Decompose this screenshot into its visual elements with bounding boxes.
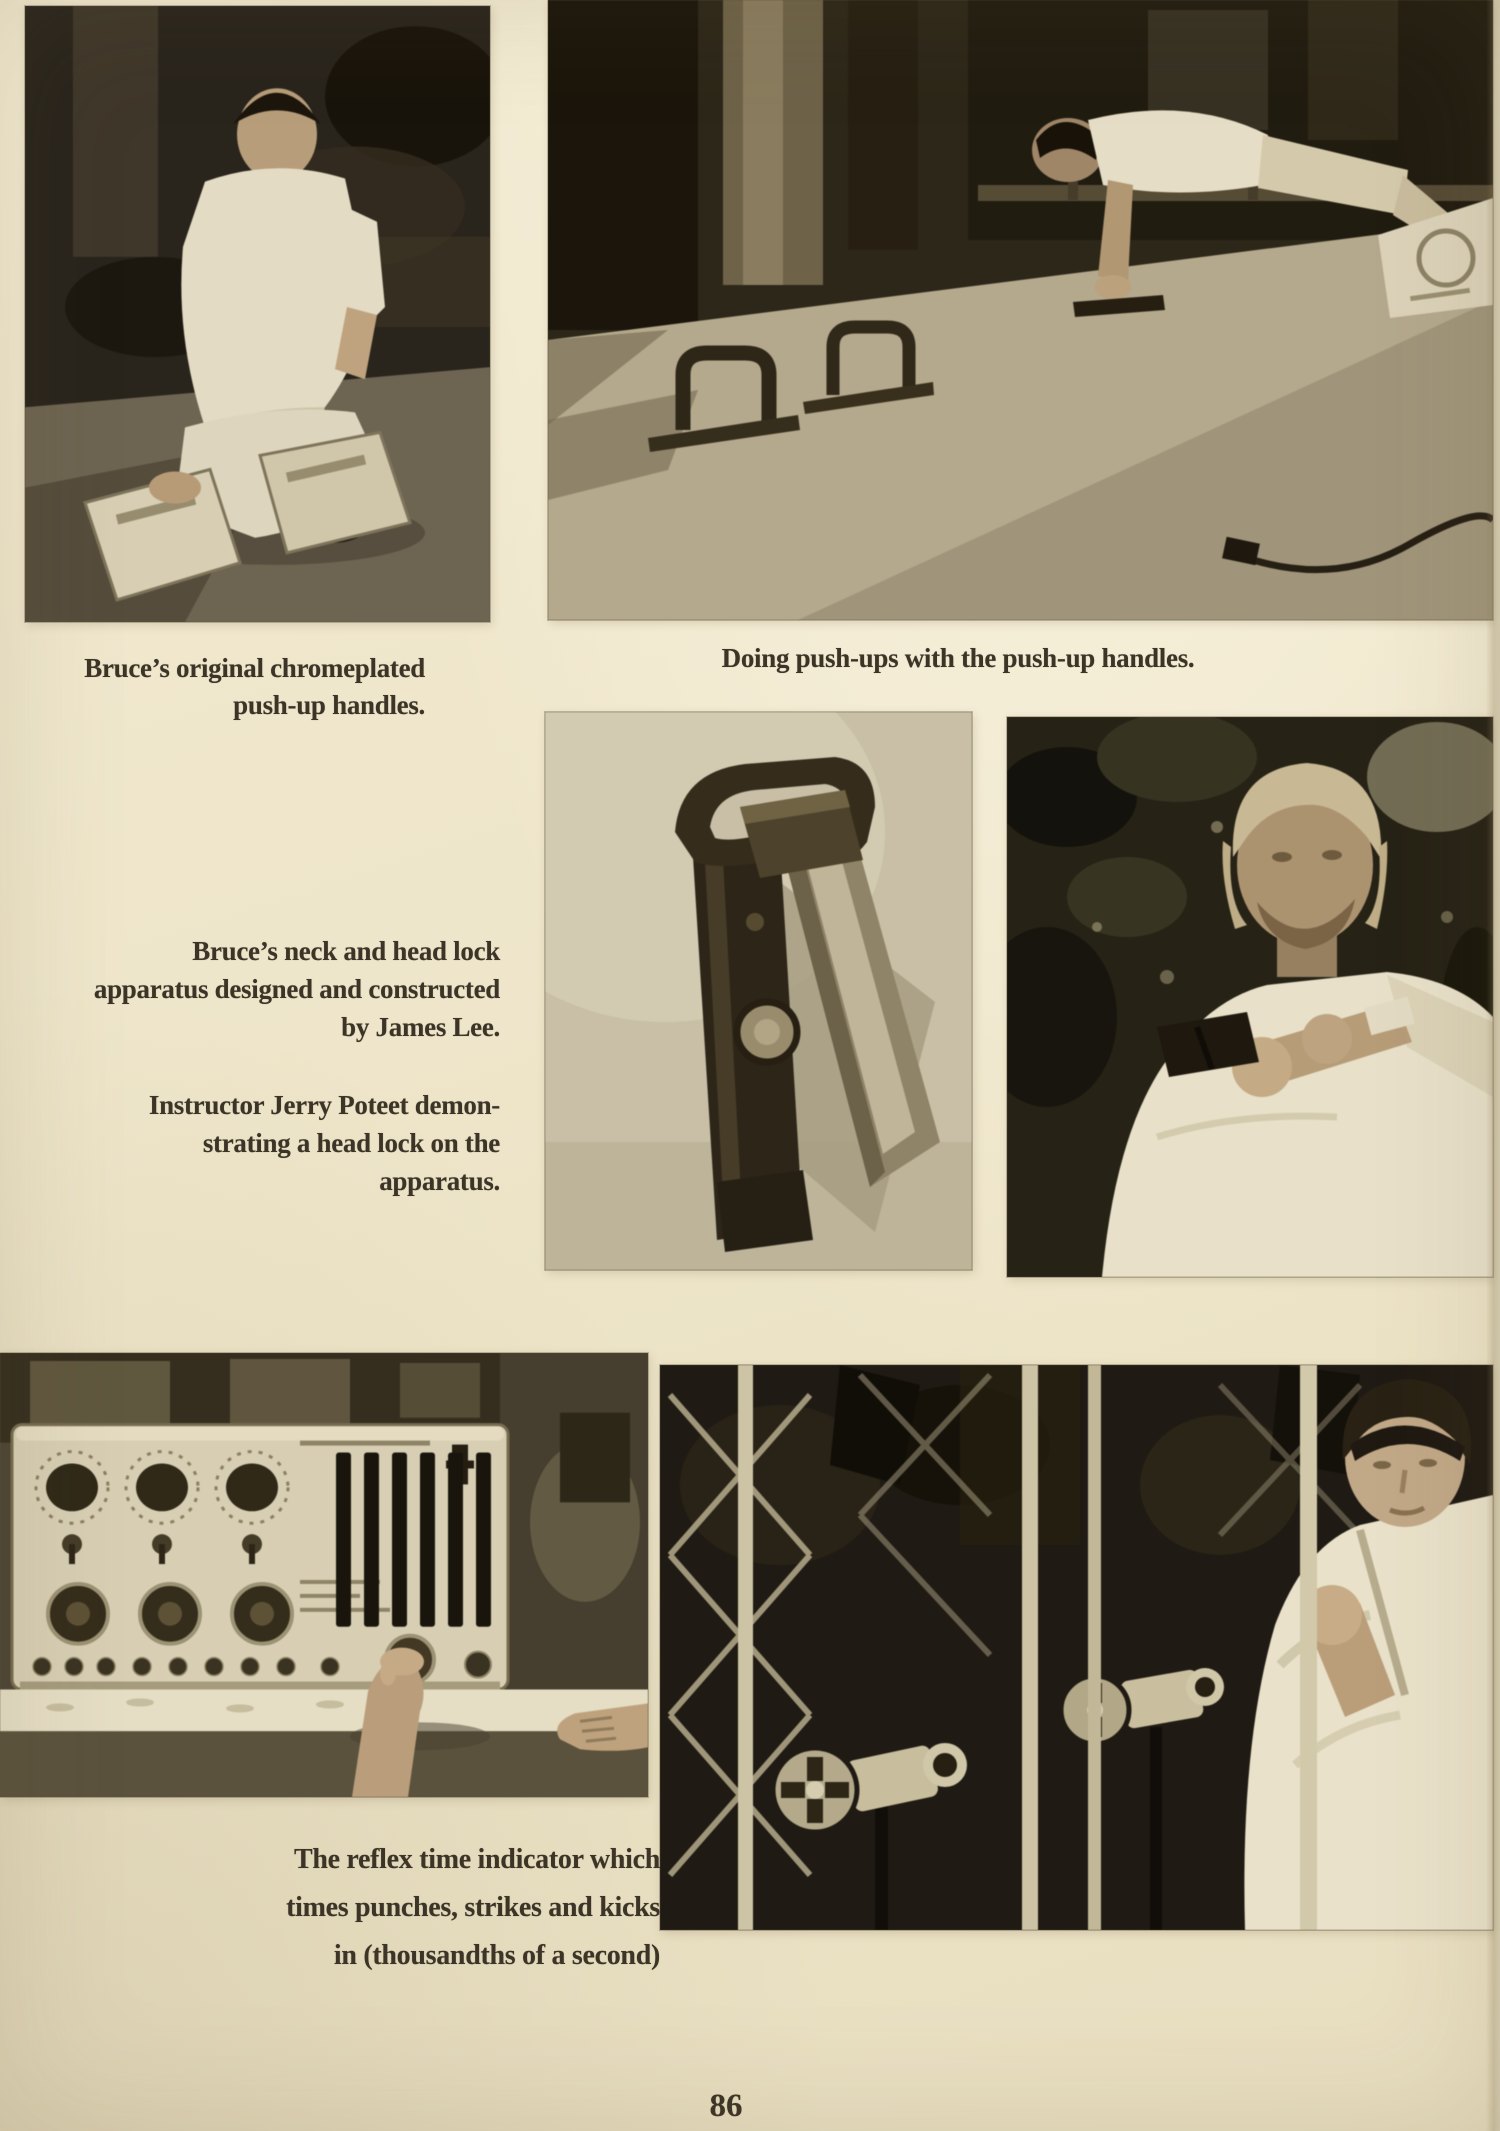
caption-pushup-handles <box>55 650 425 724</box>
caption-head-lock-demo <box>60 1086 500 1200</box>
page-edge-shadow <box>1486 0 1500 2131</box>
table <box>0 1682 648 1797</box>
caption-line: Bruce’s original chromeplated <box>84 653 425 683</box>
photo-bruce-kneeling-illustration <box>25 6 490 622</box>
caption-neck-apparatus <box>60 932 500 1046</box>
photo-reflex-machine-illustration <box>0 1353 648 1797</box>
photo-reflex-machine <box>0 1353 648 1797</box>
caption-doing-pushups <box>478 640 1438 676</box>
photo-doing-pushups <box>548 0 1493 620</box>
caption-line: push-up handles. <box>233 690 425 720</box>
photo-timing-trellis <box>660 1365 1493 1930</box>
caption-line: in (thousandths of a second) <box>333 1940 660 1971</box>
photo-timing-trellis-illustration <box>660 1365 1493 1930</box>
caption-line: apparatus. <box>379 1166 500 1196</box>
caption-line: Bruce’s neck and head lock <box>192 936 500 966</box>
caption-line: Instructor Jerry Poteet demon- <box>148 1090 500 1120</box>
caption-line: The reflex time indicator which <box>293 1844 660 1875</box>
caption-reflex-indicator <box>200 1836 660 1980</box>
photo-neck-apparatus <box>545 712 972 1270</box>
caption-line: strating a head lock on the <box>202 1128 500 1158</box>
caption-neck-apparatus-block <box>60 932 500 1200</box>
photo-headlock-demo <box>1007 717 1493 1277</box>
caption-line: Doing push-ups with the push-up handles. <box>721 643 1195 673</box>
caption-line: times punches, strikes and kicks <box>286 1892 660 1923</box>
photo-neck-apparatus-illustration <box>545 712 972 1270</box>
photo-doing-pushups-illustration <box>548 0 1493 620</box>
instrument-panel <box>12 1425 508 1690</box>
photo-headlock-demo-illustration <box>1007 717 1493 1277</box>
caption-line: apparatus designed and constructed <box>93 974 500 1004</box>
caption-line: by James Lee. <box>341 1012 500 1042</box>
page-number: 86 <box>709 2088 743 2124</box>
photo-bruce-kneeling <box>25 6 490 622</box>
